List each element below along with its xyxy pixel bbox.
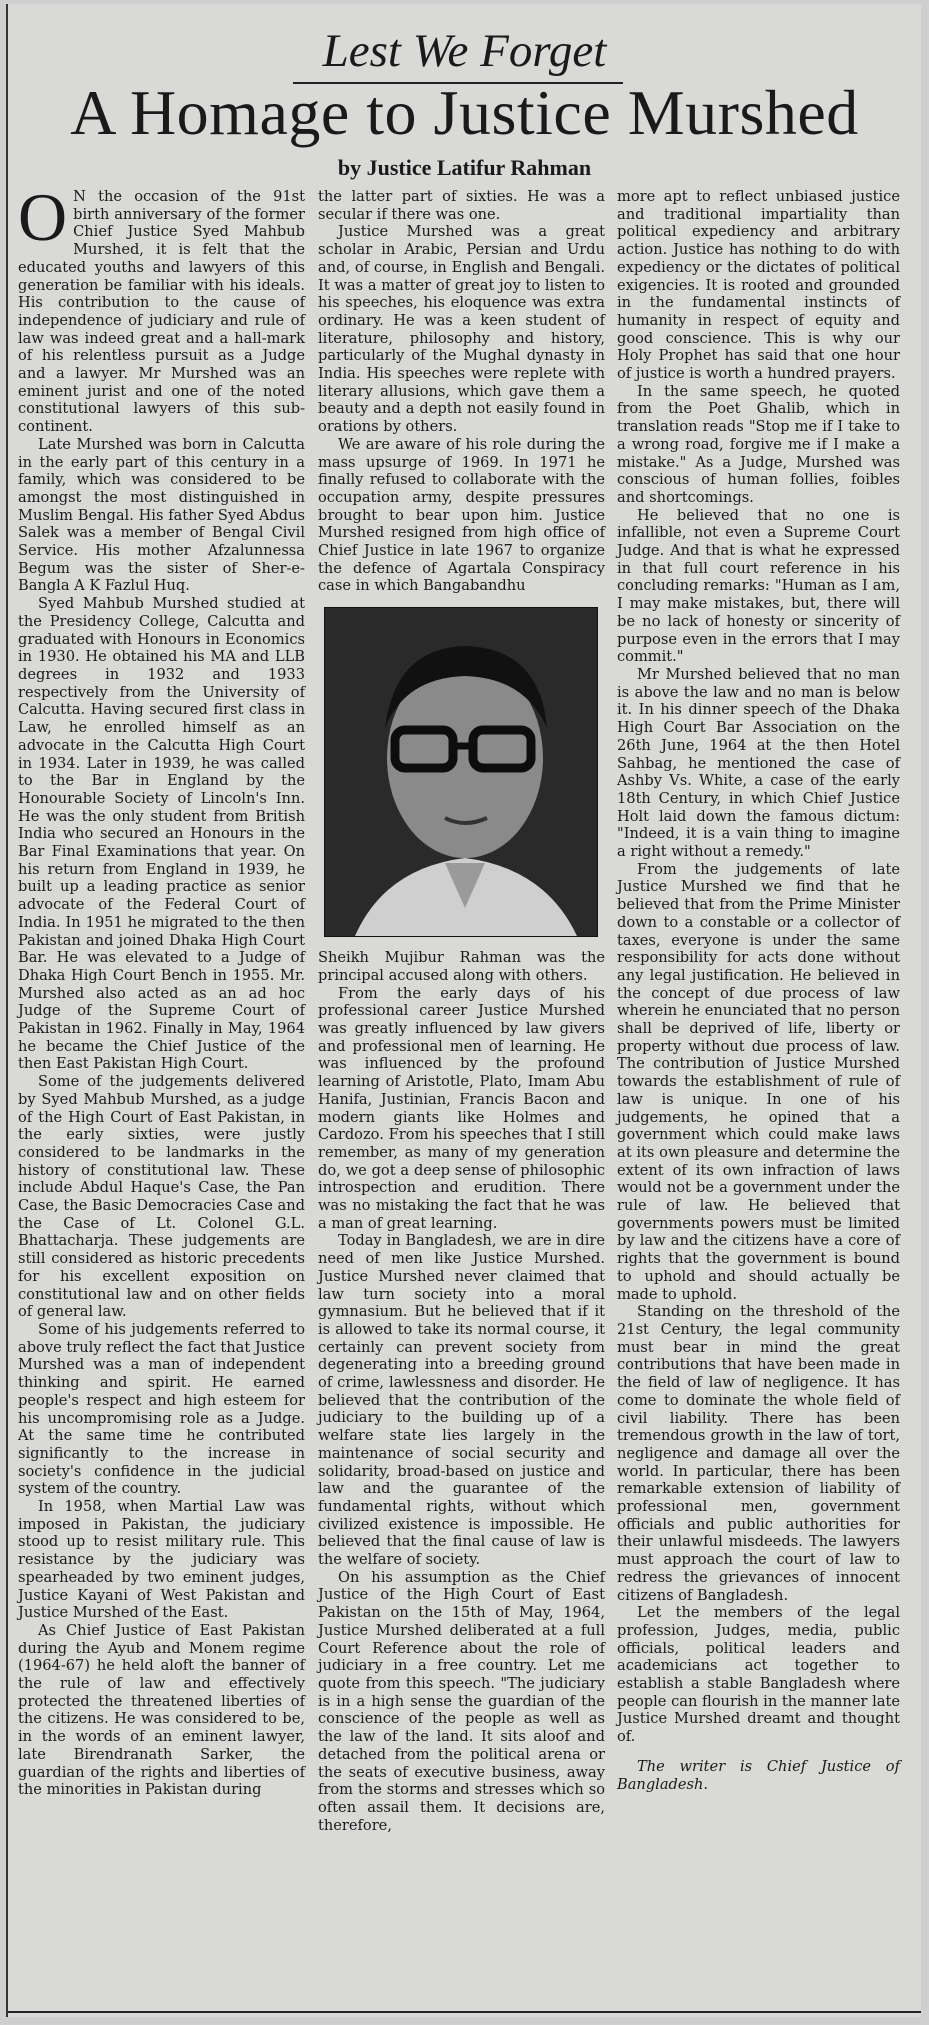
- headline: A Homage to Justice Murshed: [70, 77, 859, 148]
- paragraph: Standing on the threshold of the 21st Century, the legal community must bear in mind the great contributions that have been made in the field of law of negligence. It has come to dominate the whole field of civil liability. There has been tremendous growth in the law of tort, negligence and damage all over the world. In particular, there has been remarkable extension of liability of professional men, government officials and public authorities for their unlawful misdeeds. The lawyers must approach the court of law to redress the grievances of innocent citizens of Bangladesh.: [617, 1303, 900, 1604]
- paragraph: He believed that no one is infallible, not even a Supreme Court Judge. And that is what he expressed in that full court reference in his concluding remarks: "Human as I am, I may make mistakes, but, there will be no lack of honesty or sincerity of purpose even in the errors that I may commit.": [617, 506, 900, 666]
- article-column-2: [318, 188, 605, 1834]
- paragraph: From the judgements of late Justice Murshed we find that he believed that from the Prime Minister down to a constable or a collector of taxes, everyone is under the same responsibility for acts done without any legal justification. He believed in the concept of due process of law wherein he enunciated that no person shall be deprived of life, liberty or property without due process of law. The contribution of Justice Murshed towards the establishment of rule of law is unique. In one of his judgements, he opined that a government which could make laws at its own pleasure and determine the extent of its own infraction of laws would not be a government under the rule of law. He believed that governments powers must be limited by law and the citizens have a core of rights that the government is bound to uphold and should actually be made to uphold.: [617, 860, 900, 1303]
- paragraph: From the early days of his professional career Justice Murshed was greatly influenced by law givers and professional men of learning. He was influenced by the profound learning of Aristotle, Plato, Imam Abu Hanifa, Justinian, Francis Bacon and modern giants like Holmes and Cardozo. From his speeches that I still remember, as many of my generation do, we got a deep sense of philosophic introspection and erudition. There was no mistaking the fact that he was a man of great learning.: [318, 984, 605, 1232]
- paragraph: Syed Mahbub Murshed studied at the Presidency College, Calcutta and graduated with Honours in Economics in 1930. He obtained his MA and LLB degrees in 1932 and 1933 respectively from the University of Calcutta. Having secured first class in Law, he enrolled himself as an advocate in the Calcutta High Court in 1934. Later in 1939, he was called to the Bar in England by the Honourable Society of Lincoln's Inn. He was the only student from British India who secured an Honours in the Bar Final Examinations that year. On his return from England in 1939, he built up a leading practice as senior advocate of the Federal Court of India. In 1951 he migrated to the then Pakistan and joined Dhaka High Court Bar. He was elevated to a Judge of Dhaka High Court Bench in 1955. Mr. Murshed also acted as an ad hoc Judge of the Supreme Court of Pakistan in 1962. Finally in May, 1964 he became the Chief Justice of the then East Pakistan High Court.: [18, 595, 305, 1073]
- article-column-3: [617, 188, 900, 1793]
- paragraph: As Chief Justice of East Pakistan during the Ayub and Monem regime (1964-67) he held aloft the banner of the rule of law and effectively protected the threatened liberties of the citizens. He was considered to be, in the words of an eminent lawyer, late Birendranath Sarker, the guardian of the rights and liberties of the minorities in Pakistan during: [18, 1621, 305, 1799]
- paragraph: Mr Murshed believed that no man is above the law and no man is below it. In his dinner speech of the Dhaka High Court Bar Association on the 26th June, 1964 at the then Hotel Sahbag, he mentioned the case of Ashby Vs. White, a case of the early 18th Century, in which Chief Justice Holt laid down the famous dictum: "Indeed, it is a vain thing to imagine a right without a remedy.": [617, 665, 900, 861]
- portrait-photo: [324, 607, 598, 937]
- newspaper-page: [6, 4, 921, 2017]
- paragraph: In the same speech, he quoted from the Poet Ghalib, which in translation reads "Stop me if I take to a wrong road, forgive me if I make a mistake." As a Judge, Murshed was conscious of human follies, foibles and shortcomings.: [617, 382, 900, 506]
- paragraph: In 1958, when Martial Law was imposed in Pakistan, the judiciary stood up to resist military rule. This resistance by the judiciary was spearheaded by two eminent judges, Justice Kayani of West Pakistan and Justice Murshed of the East.: [18, 1498, 305, 1622]
- article-column-1: [18, 179, 305, 1799]
- bottom-rule: [8, 2011, 921, 2013]
- author-note: The writer is Chief Justice of Bangladesh.: [617, 1757, 900, 1793]
- paragraph: Justice Murshed was a great scholar in Arabic, Persian and Urdu and, of course, in English and Bengali. It was a matter of great joy to listen to his speeches, his eloquence was extra ordinary. He was a keen student of literature, philosophy and history, particularly of the Mughal dynasty in India. His speeches were replete with literary allusions, which gave them a beauty and a depth not easily found in orations by others.: [318, 223, 605, 436]
- portrait-icon: [325, 608, 597, 936]
- paragraph: Let the members of the legal profession, Judges, media, public officials, political leaders and academicians act together to establish a stable Bangladesh where people can flourish in the manner late Justice Murshed dreamt and thought of.: [617, 1604, 900, 1746]
- kicker: Lest We Forget: [322, 25, 607, 77]
- paragraph: Today in Bangladesh, we are in dire need of men like Justice Murshed. Justice Murshed never claimed that law turn society into a moral gymnasium. But he believed that if it is allowed to take its normal course, it certainly can prevent society from degenerating into a breeding ground of crime, lawlessness and disorder. He believed that the contribution of the judiciary to the building up of a welfare state lies largely in the maintenance of social security and solidarity, broad-based on justice and law and the guarantee of the fundamental rights, without which civilized existence is impossible. He believed that the final cause of law is the welfare of society.: [318, 1232, 605, 1569]
- paragraph: the latter part of sixties. He was a secular if there was one.: [318, 188, 605, 223]
- paragraph: Sheikh Mujibur Rahman was the principal accused along with others.: [318, 949, 605, 984]
- paragraph: We are aware of his role during the mass upsurge of 1969. In 1971 he finally refused to collaborate with the occupation army, despite pressures brought to bear upon him. Justice Murshed resigned from high office of Chief Justice in late 1967 to organize the defence of Agartala Conspiracy case in which Bangabandhu: [318, 435, 605, 595]
- drop-cap: O: [18, 179, 68, 255]
- paragraph: O N the occasion of the 91st birth anniversary of the former Chief Justice Syed Mahbub Murshed, it is felt that the educated youths and lawyers of this generation be familiar with his ideals. His contribution to the cause of independence of judiciary and rule of law was indeed great and a hall-mark of his relentless pursuit as a Judge and a lawyer. Mr Murshed was an eminent jurist and one of the noted constitutional lawyers of this sub-continent.: [18, 179, 305, 436]
- paragraph: Some of his judgements referred to above truly reflect the fact that Justice Murshed was a man of independent thinking and spirit. He earned people's respect and high esteem for his uncompromising role as a Judge. At the same time he contributed significantly to the increase in society's confidence in the judicial system of the country.: [18, 1321, 305, 1498]
- paragraph: Some of the judgements delivered by Syed Mahbub Murshed, as a judge of the High Court of East Pakistan, in the early sixties, were justly considered to be landmarks in the history of constitutional law. These include Abdul Haque's Case, the Pan Case, the Basic Democracies Case and the Case of Lt. Colonel G.L. Bhattacharja. These judgements are still considered as historic precedents for his excellent exposition on constitutional law and on other fields of general law.: [18, 1073, 305, 1321]
- paragraph: On his assumption as the Chief Justice of the High Court of East Pakistan on the 15th of May, 1964, Justice Murshed deliberated at a full Court Reference about the role of judiciary in a free country. Let me quote from this speech. "The judiciary is in a high sense the guardian of the conscience of the people as well as the law of the land. It sits aloof and detached from the political arena or the seats of executive business, away from the storms and stresses which so often assail them. It decisions are, therefore,: [318, 1568, 605, 1834]
- byline: by Justice Latifur Rahman: [337, 155, 592, 180]
- paragraph: more apt to reflect unbiased justice and traditional impartiality than political expediency and arbitrary action. Justice has nothing to do with expediency or the dictates of political exigencies. It is rooted and grounded in the fundamental instincts of humanity in respect of equity and good conscience. This is why our Holy Prophet has said that one hour of justice is worth a hundred prayers.: [617, 188, 900, 383]
- paragraph: Late Murshed was born in Calcutta in the early part of this century in a family, which was considered to be amongst the most distinguished in Muslim Bengal. His father Syed Abdus Salek was a member of Bengal Civil Service. His mother Afzalunnessa Begum was the sister of Sher-e-Bangla A K Fazlul Huq.: [18, 435, 305, 595]
